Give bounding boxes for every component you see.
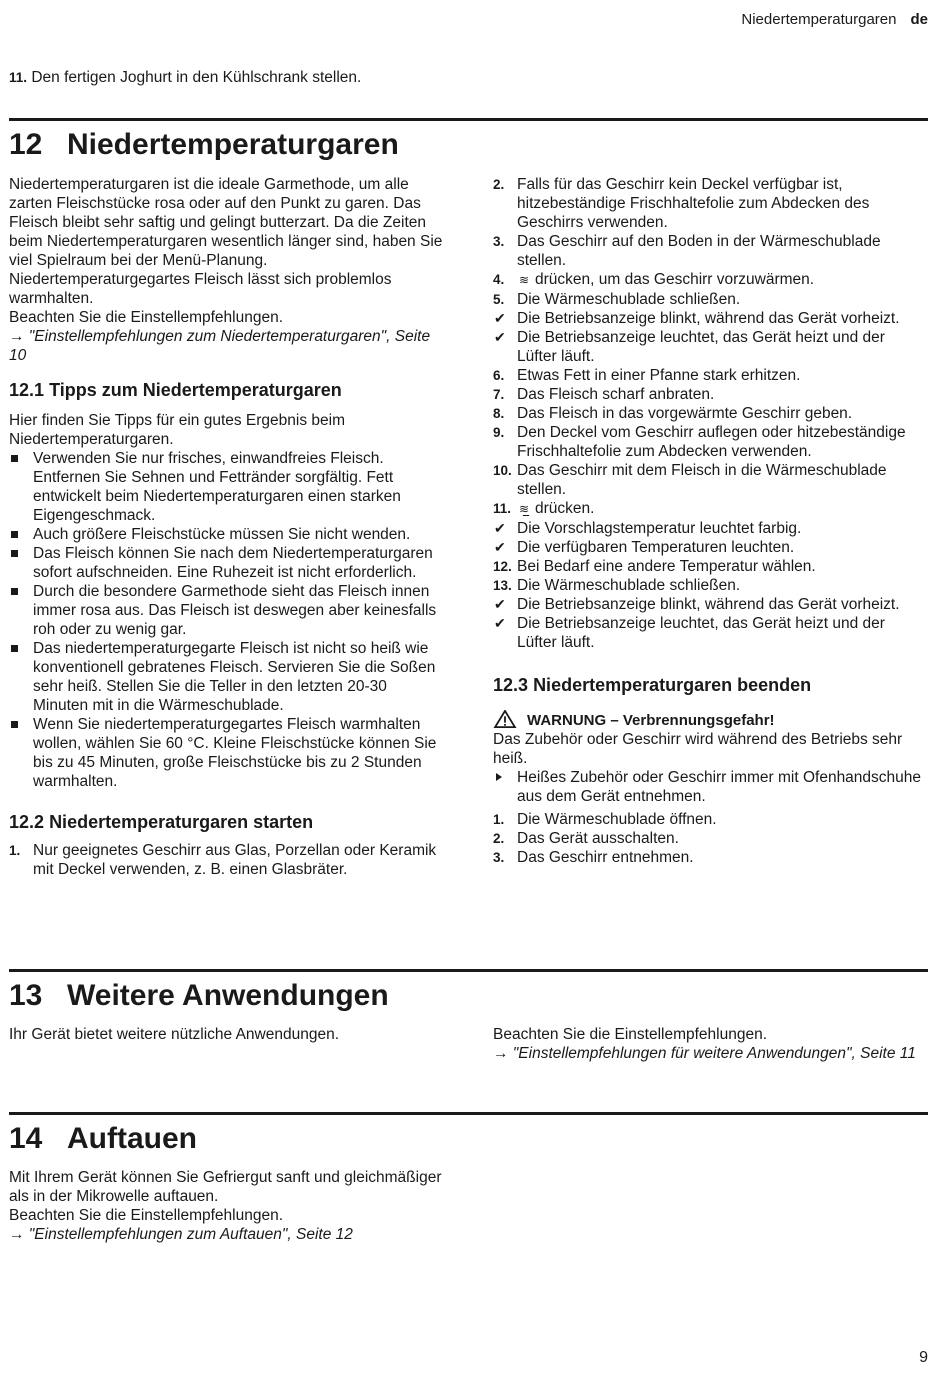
list-item <box>9 582 445 639</box>
step-row <box>493 829 928 848</box>
step-number: 8. <box>493 406 505 421</box>
section-intro: Mit Ihrem Gerät können Sie Gefriergut sanft und gleichmäßiger als in der Mikrowelle auftauen. <box>9 1169 442 1205</box>
list-item-text: Wenn Sie niedertemperaturgegartes Fleisch warmhalten wollen, wählen Sie 60 °C. Kleine Fleischstücke können Sie bis zu 45 Minuten, große Fleischstücke bis zu 2 Stunden warmhalten. <box>33 716 437 790</box>
section-title: Weitere Anwendungen <box>67 979 389 1012</box>
step-row <box>493 576 928 595</box>
step-text: Etwas Fett in einer Pfanne stark erhitzen. <box>517 367 801 384</box>
section-13-heading <box>9 978 389 1014</box>
page-number: 9 <box>919 1349 928 1366</box>
step-text: Die Wärmeschublade schließen. <box>517 577 741 594</box>
step-text: Den Deckel vom Geschirr auflegen oder hitzebeständige Frischhaltefolie zum Abdecken verwenden. <box>517 424 906 460</box>
section-divider <box>9 969 928 972</box>
step-text: Das Fleisch scharf anbraten. <box>517 386 715 403</box>
pre-step-text: Den fertigen Joghurt in den Kühlschrank stellen. <box>31 69 362 86</box>
cross-reference-link[interactable]: → "Einstellempfehlungen für weitere Anwendungen", Seite 11 <box>493 1045 916 1062</box>
result-row <box>493 328 928 366</box>
step-row <box>493 423 928 461</box>
section-divider <box>9 118 928 121</box>
step-text: Nur geeignetes Geschirr aus Glas, Porzellan oder Keramik mit Deckel verwenden, z. B. einen Glasbräter. <box>33 842 437 878</box>
step-text: Die Betriebsanzeige leuchtet, das Gerät heizt und der Lüfter läuft. <box>517 615 885 651</box>
list-item-text: Das niedertemperaturgegarte Fleisch ist nicht so heiß wie konventionell gebratenes Fleisch. Servieren Sie die Soßen sehr heiß. Stellen Sie die Teller in den letzten 20-30 Minuten mit in die Wärmeschublade. <box>33 640 436 714</box>
subsection-title: Niedertemperaturgaren beenden <box>533 675 812 695</box>
step-number: 9. <box>493 425 505 440</box>
result-row <box>493 595 928 614</box>
section-14-heading <box>9 1121 197 1157</box>
warning-action <box>493 768 928 806</box>
checkmark-icon: ✔ <box>494 596 506 612</box>
start-steps-left <box>9 841 445 879</box>
step-row <box>493 175 928 232</box>
step-number: 10. <box>493 463 512 478</box>
cross-reference-link[interactable]: → "Einstellempfehlungen zum Auftauen", Seite 12 <box>9 1226 353 1243</box>
step-row <box>493 385 928 404</box>
settings-note: Beachten Sie die Einstellempfehlungen. <box>493 1026 768 1043</box>
action-arrow-icon <box>496 773 502 781</box>
section-number: 14 <box>9 1122 43 1155</box>
section-14-left-column <box>9 1168 445 1244</box>
checkmark-icon: ✔ <box>494 520 506 536</box>
step-text: drücken. <box>535 500 595 517</box>
list-item-text: Das Fleisch können Sie nach dem Niedertemperaturgaren sofort aufschneiden. Eine Ruhezeit ist nicht erforderlich. <box>33 545 433 581</box>
list-item-text: Auch größere Fleischstücke müssen Sie nicht wenden. <box>33 526 411 543</box>
result-row <box>493 519 928 538</box>
list-item-text: Durch die besondere Garmethode sieht das Fleisch innen immer rosa aus. Das Fleisch ist deswegen aber keinesfalls roh oder zu wenig gar. <box>33 583 437 638</box>
section-divider <box>9 1112 928 1115</box>
step-text: Das Gerät ausschalten. <box>517 830 679 847</box>
bullet-icon <box>11 455 18 462</box>
section-12-left-column <box>9 175 445 879</box>
step-number: 2. <box>493 177 505 192</box>
section-13-left-column <box>9 1025 445 1044</box>
end-steps <box>493 810 928 867</box>
step-number: 11. <box>493 501 512 516</box>
result-row <box>493 614 928 652</box>
step-row <box>493 810 928 829</box>
section-title: Niedertemperaturgaren <box>67 128 399 161</box>
result-row <box>493 309 928 328</box>
list-item-text: Verwenden Sie nur frisches, einwandfreies Fleisch. Entfernen Sie Sehnen und Fettränder sorgfältig. Fett entwickelt beim Niedertemperaturgaren einen starken Eigengeschmack. <box>33 450 401 524</box>
section-intro: Ihr Gerät bietet weitere nützliche Anwendungen. <box>9 1026 340 1043</box>
section-intro: Niedertemperaturgaren ist die ideale Garmethode, um alle zarten Fleischstücke rosa oder auf den Punkt zu garen. Das Fleisch bleibt sehr saftig und gelingt butterzart. Da die Zeiten beim Niedertemperaturgaren wesentlich länger sind, haben Sie viel Spielraum bei der Menü-Planung. Niedertemperaturgegartes Fleisch lässt sich problemlos warmhalten. <box>9 176 443 307</box>
bullet-icon <box>11 531 18 538</box>
pre-step-number: 11. <box>9 70 28 85</box>
subsection-12-1-heading <box>9 379 445 401</box>
result-row <box>493 538 928 557</box>
checkmark-icon: ✔ <box>494 539 506 555</box>
cross-reference-link[interactable]: → "Einstellempfehlungen zum Niedertemperaturgaren", Seite 10 <box>9 328 431 364</box>
bullet-icon <box>11 645 18 652</box>
step-text: Die Wärmeschublade schließen. <box>517 291 741 308</box>
subsection-title: Niedertemperaturgaren starten <box>49 812 314 832</box>
section-13-right-column <box>493 1025 928 1063</box>
step-number: 1. <box>493 812 505 827</box>
checkmark-icon: ✔ <box>494 615 506 631</box>
section-number: 12 <box>9 128 43 161</box>
step-number: 2. <box>493 831 505 846</box>
subsection-12-3-heading <box>493 674 928 696</box>
step-row <box>493 499 928 519</box>
start-steps-right <box>493 175 928 652</box>
bullet-icon <box>11 550 18 557</box>
bullet-icon <box>11 588 18 595</box>
subsection-number: 12.1 <box>9 380 45 400</box>
subsection-number: 12.3 <box>493 675 529 695</box>
step-text: Die Betriebsanzeige leuchtet, das Gerät heizt und der Lüfter läuft. <box>517 329 885 365</box>
step-row <box>493 270 928 290</box>
tips-intro: Hier finden Sie Tipps für ein gutes Ergebnis beim Niedertemperaturgaren. <box>9 412 346 448</box>
step-text: Falls für das Geschirr kein Deckel verfügbar ist, hitzebeständige Frischhaltefolie zum Abdecken des Geschirrs verwenden. <box>517 176 870 231</box>
step-text: Die Vorschlagstemperatur leuchtet farbig. <box>517 520 802 537</box>
section-12-heading <box>9 127 399 163</box>
step-number: 12. <box>493 559 512 574</box>
step-text: Die verfügbaren Temperaturen leuchten. <box>517 539 795 556</box>
warning-triangle-icon <box>493 710 517 728</box>
warning-action-text: Heißes Zubehör oder Geschirr immer mit Ofenhandschuhe aus dem Gerät entnehmen. <box>517 769 922 805</box>
step-number: 6. <box>493 368 505 383</box>
list-item <box>9 449 445 525</box>
header-title: Niedertemperaturgaren <box>741 11 897 28</box>
step-text: Die Betriebsanzeige blinkt, während das Gerät vorheizt. <box>517 596 900 613</box>
running-header <box>741 10 928 29</box>
section-number: 13 <box>9 979 43 1012</box>
list-item <box>9 525 445 544</box>
subsection-title: Tipps zum Niedertemperaturgaren <box>49 380 342 400</box>
step-row <box>493 366 928 385</box>
step-text: Das Geschirr auf den Boden in der Wärmeschublade stellen. <box>517 233 881 269</box>
warning-title: WARNUNG – Verbrennungsgefahr! <box>527 712 775 729</box>
list-item <box>9 715 445 791</box>
step-number: 7. <box>493 387 505 402</box>
list-item <box>9 544 445 582</box>
tips-list <box>9 449 445 791</box>
step-text: Das Fleisch in das vorgewärmte Geschirr geben. <box>517 405 853 422</box>
step-text: Das Geschirr entnehmen. <box>517 849 694 866</box>
step-number: 13. <box>493 578 512 593</box>
settings-note: Beachten Sie die Einstellempfehlungen. <box>9 1207 284 1224</box>
section-title: Auftauen <box>67 1122 197 1155</box>
step-text: drücken, um das Geschirr vorzuwärmen. <box>535 271 815 288</box>
step-number: 3. <box>493 234 505 249</box>
settings-note: Beachten Sie die Einstellempfehlungen. <box>9 309 284 326</box>
section-12-right-column <box>493 175 928 867</box>
step-text: Das Geschirr mit dem Fleisch in die Wärmeschublade stellen. <box>517 462 887 498</box>
heating-symbol-icon: ≋̲ <box>518 502 530 516</box>
step-number: 1. <box>9 843 21 858</box>
step-row <box>493 404 928 423</box>
header-language: de <box>910 11 928 28</box>
heating-symbol-icon: ≋ <box>518 273 530 287</box>
step-row <box>493 848 928 867</box>
step-number: 4. <box>493 272 505 287</box>
checkmark-icon: ✔ <box>494 310 506 326</box>
step-number: 5. <box>493 292 505 307</box>
step-row <box>493 232 928 270</box>
list-item <box>9 639 445 715</box>
checkmark-icon: ✔ <box>494 329 506 345</box>
step-number: 3. <box>493 850 505 865</box>
step-row <box>493 290 928 309</box>
subsection-12-2-heading <box>9 811 445 833</box>
step-row <box>493 461 928 499</box>
step-text: Die Wärmeschublade öffnen. <box>517 811 717 828</box>
step-row <box>9 841 445 879</box>
warning-text: Das Zubehör oder Geschirr wird während des Betriebs sehr heiß. <box>493 731 903 767</box>
subsection-number: 12.2 <box>9 812 45 832</box>
bullet-icon <box>11 721 18 728</box>
step-row <box>493 557 928 576</box>
step-text: Die Betriebsanzeige blinkt, während das Gerät vorheizt. <box>517 310 900 327</box>
warning-heading <box>493 710 928 730</box>
pre-step <box>9 68 361 87</box>
step-text: Bei Bedarf eine andere Temperatur wählen. <box>517 558 816 575</box>
